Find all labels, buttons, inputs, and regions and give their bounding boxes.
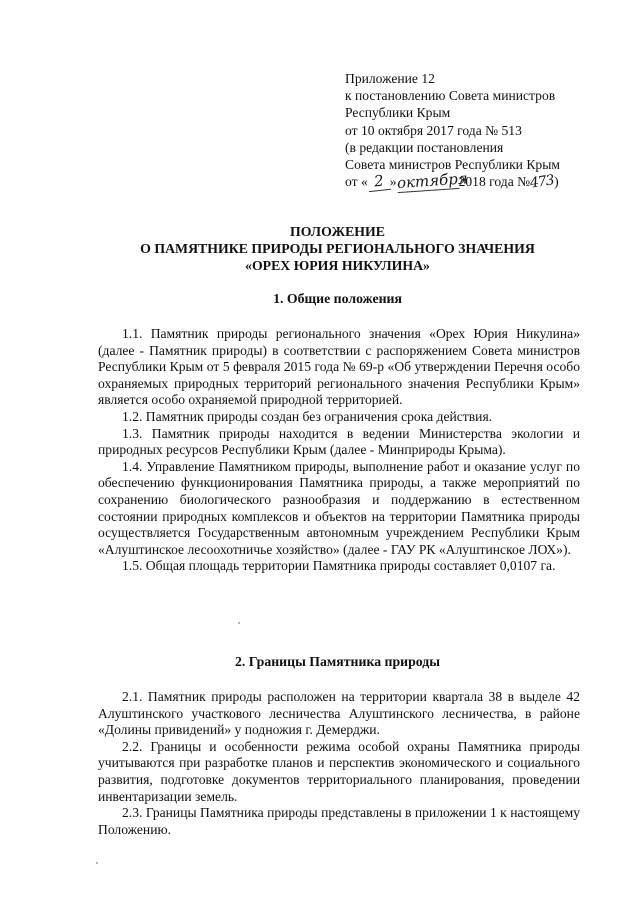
section-1-body [98,326,580,575]
annex-line: Приложение 12 [345,71,435,86]
paragraph: 2.1. Памятник природы расположен на территории квартала 38 в выделе 42 Алуштинского участкового лесничества Алуштинского лесничества, в районе «Долины привидений» у подножия г. Демерджи. [98,689,580,738]
paragraph: 2.3. Границы Памятника природы представлены в приложении 1 к настоящему Положению. [98,805,580,837]
annex-header [345,70,615,191]
section-2-heading: 2. Границы Памятника природы [234,654,441,669]
date-prefix: от « [345,174,368,190]
paragraph: 1.3. Памятник природы находится в ведении Министерства экологии и природных ресурсов Республики Крым (далее - Минприроды Крыма). [98,425,580,458]
handwritten-number: 473 [529,172,555,192]
handwritten-month: октября [395,169,468,193]
annex-line: Республики Крым [345,105,451,121]
date-mid: » [389,174,397,190]
date-suffix: ) [554,174,559,190]
scan-speck [238,622,240,624]
annex-date-line [345,169,615,193]
scan-speck [96,862,98,864]
paragraph: 2.2. Границы и особенности режима особой охраны Памятника природы учитываются при разработке планов и перспектив экономического и социального развития, подготовке документов территориального планирования, проведении инвентаризации земель. [98,738,580,804]
paragraph: 1.4. Управление Памятником природы, выполнение работ и оказание услуг по обеспечению функционирования Памятника природы, а также мероприятий по сохранению биологического разнообразия и поддержанию в естественном состоянии природных комплексов и объектов на территории Памятника природы осуществляется Государственным автономным учреждением Республики Крым «Алуштинское лесоохотничье хозяйство» (далее - ГАУ РК «Алуштинское ЛОХ»). [98,458,580,557]
document-title [90,224,585,274]
date-year: 2018 года № [458,174,531,190]
annex-line: (в редакции постановления [345,139,504,155]
title-line: ПОЛОЖЕНИЕ [290,224,385,239]
handwritten-day: 2 [367,172,391,192]
section-2-body [98,689,580,838]
section-1-heading: 1. Общие положения [273,291,402,306]
paragraph: 1.2. Памятник природы создан без ограничения срока действия. [122,408,493,424]
annex-line: к постановлению Совета министров [345,88,556,104]
title-line: «ОРЕХ ЮРИЯ НИКУЛИНА» [245,257,430,273]
annex-line: Совета министров Республики Крым [345,157,560,173]
paragraph: 1.1. Памятник природы регионального значения «Орех Юрия Никулина» (далее - Памятник природы) в соответствии с распоряжением Совета министров Республики Крым от 5 февраля 2015 года № 69-р «Об утверждении Перечня особо охраняемых природных территорий регионального значения Республики Крым» является особо охраняемой природной территорией. [98,326,580,408]
annex-line: от 10 октября 2017 года № 513 [345,122,522,138]
paragraph: 1.5. Общая площадь территории Памятника природы составляет 0,0107 га. [122,558,556,574]
title-line: О ПАМЯТНИКЕ ПРИРОДЫ РЕГИОНАЛЬНОГО ЗНАЧЕНИЯ [140,240,535,256]
